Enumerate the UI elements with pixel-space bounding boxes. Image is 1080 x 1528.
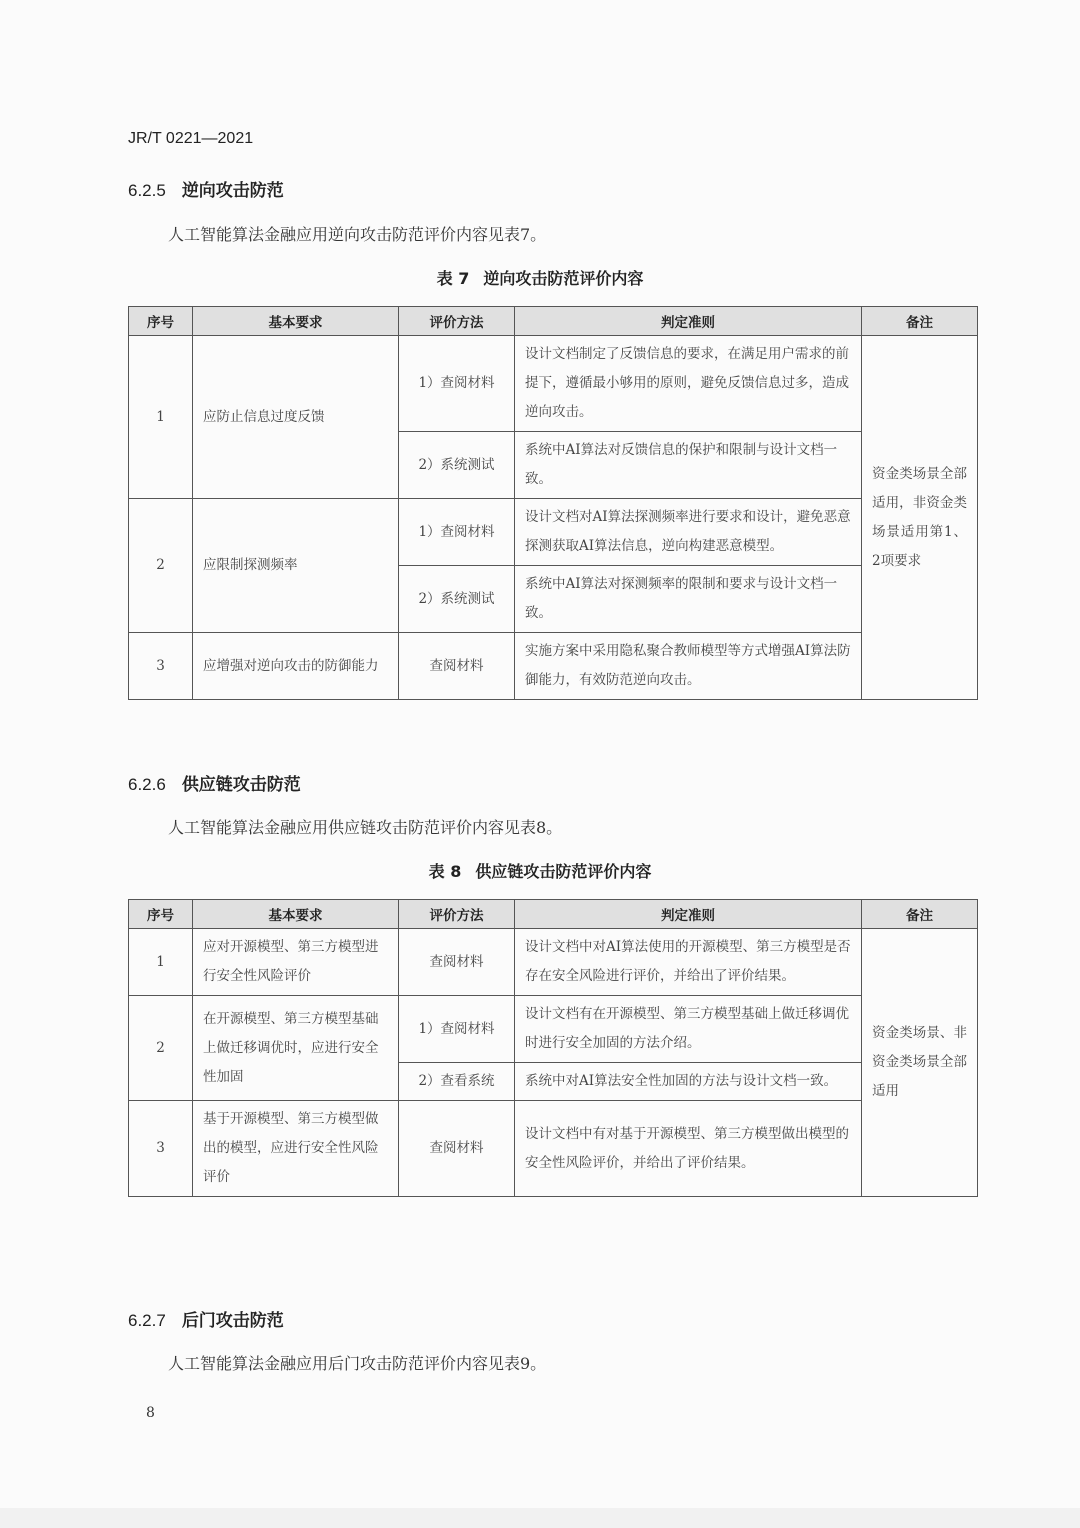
judgment-criterion: 设计文档有在开源模型、第三方模型基础上做迁移调优时进行安全加固的方法介绍。 xyxy=(515,996,862,1063)
row-number: 3 xyxy=(129,1101,193,1197)
column-header: 序号 xyxy=(129,307,193,336)
table-header-row xyxy=(129,307,978,336)
table-row xyxy=(129,1101,978,1197)
row-number: 2 xyxy=(129,499,193,633)
evaluation-method: 2）系统测试 xyxy=(399,432,515,499)
column-header: 备注 xyxy=(862,307,978,336)
remark: 资金类场景全部适用，非资金类场景适用第1、2项要求 xyxy=(862,336,978,700)
section-number: 6.2.7 xyxy=(128,1311,166,1330)
bottom-margin xyxy=(0,1508,1080,1528)
judgment-criterion: 设计文档中对AI算法使用的开源模型、第三方模型是否存在安全风险进行评价，并给出了评价结果。 xyxy=(515,929,862,996)
basic-requirement: 应限制探测频率 xyxy=(193,499,399,633)
evaluation-method: 2）查看系统 xyxy=(399,1063,515,1101)
section-heading-6-2-5 xyxy=(128,176,284,201)
document-code: JR/T 0221—2021 xyxy=(128,130,254,147)
section-title: 逆向攻击防范 xyxy=(181,181,284,201)
table-row xyxy=(129,996,978,1063)
section-intro-6-2-6: 人工智能算法金融应用供应链攻击防范评价内容见表8。 xyxy=(168,818,563,837)
evaluation-method: 查阅材料 xyxy=(399,1101,515,1197)
table-8-caption xyxy=(0,859,1080,882)
section-title: 供应链攻击防范 xyxy=(181,775,301,795)
table-7-caption xyxy=(0,266,1080,289)
table-header-row xyxy=(129,900,978,929)
table-8 xyxy=(128,899,978,1197)
section-number: 6.2.6 xyxy=(128,775,166,794)
row-number: 2 xyxy=(129,996,193,1101)
table-row xyxy=(129,336,978,432)
table-caption-title: 供应链攻击防范评价内容 xyxy=(475,862,652,881)
evaluation-method: 1）查阅材料 xyxy=(399,499,515,566)
section-number: 6.2.5 xyxy=(128,181,166,200)
column-header: 判定准则 xyxy=(515,900,862,929)
column-header: 基本要求 xyxy=(193,900,399,929)
table-row xyxy=(129,929,978,996)
judgment-criterion: 设计文档中有对基于开源模型、第三方模型做出模型的安全性风险评价，并给出了评价结果。 xyxy=(515,1101,862,1197)
evaluation-method: 1）查阅材料 xyxy=(399,996,515,1063)
judgment-criterion: 设计文档对AI算法探测频率进行要求和设计，避免恶意探测获取AI算法信息，逆向构建恶意模型。 xyxy=(515,499,862,566)
section-heading-6-2-6 xyxy=(128,770,301,795)
section-intro-6-2-7: 人工智能算法金融应用后门攻击防范评价内容见表9。 xyxy=(168,1354,547,1373)
basic-requirement: 应防止信息过度反馈 xyxy=(193,336,399,499)
basic-requirement: 在开源模型、第三方模型基础上做迁移调优时，应进行安全性加固 xyxy=(193,996,399,1101)
basic-requirement: 应对开源模型、第三方模型进行安全性风险评价 xyxy=(193,929,399,996)
row-number: 1 xyxy=(129,929,193,996)
remark: 资金类场景、非资金类场景全部适用 xyxy=(862,929,978,1197)
column-header: 备注 xyxy=(862,900,978,929)
section-title: 后门攻击防范 xyxy=(181,1311,284,1331)
column-header: 序号 xyxy=(129,900,193,929)
column-header: 基本要求 xyxy=(193,307,399,336)
evaluation-method: 查阅材料 xyxy=(399,929,515,996)
judgment-criterion: 设计文档制定了反馈信息的要求，在满足用户需求的前提下，遵循最小够用的原则，避免反馈信息过多，造成逆向攻击。 xyxy=(515,336,862,432)
table-row xyxy=(129,499,978,566)
basic-requirement: 基于开源模型、第三方模型做出的模型，应进行安全性风险评价 xyxy=(193,1101,399,1197)
judgment-criterion: 实施方案中采用隐私聚合教师模型等方式增强AI算法防御能力，有效防范逆向攻击。 xyxy=(515,633,862,700)
section-heading-6-2-7 xyxy=(128,1306,284,1331)
column-header: 评价方法 xyxy=(399,307,515,336)
evaluation-method: 1）查阅材料 xyxy=(399,336,515,432)
evaluation-method: 查阅材料 xyxy=(399,633,515,700)
judgment-criterion: 系统中AI算法对反馈信息的保护和限制与设计文档一致。 xyxy=(515,432,862,499)
judgment-criterion: 系统中AI算法对探测频率的限制和要求与设计文档一致。 xyxy=(515,566,862,633)
table-caption-number: 表 8 xyxy=(428,862,462,881)
row-number: 3 xyxy=(129,633,193,700)
row-number: 1 xyxy=(129,336,193,499)
column-header: 评价方法 xyxy=(399,900,515,929)
judgment-criterion: 系统中对AI算法安全性加固的方法与设计文档一致。 xyxy=(515,1063,862,1101)
table-7 xyxy=(128,306,978,700)
table-caption-title: 逆向攻击防范评价内容 xyxy=(483,269,644,288)
column-header: 判定准则 xyxy=(515,307,862,336)
basic-requirement: 应增强对逆向攻击的防御能力 xyxy=(193,633,399,700)
table-row xyxy=(129,633,978,700)
evaluation-method: 2）系统测试 xyxy=(399,566,515,633)
table-caption-number: 表 7 xyxy=(436,269,470,288)
page-number: 8 xyxy=(146,1405,155,1421)
section-intro-6-2-5: 人工智能算法金融应用逆向攻击防范评价内容见表7。 xyxy=(168,225,547,244)
